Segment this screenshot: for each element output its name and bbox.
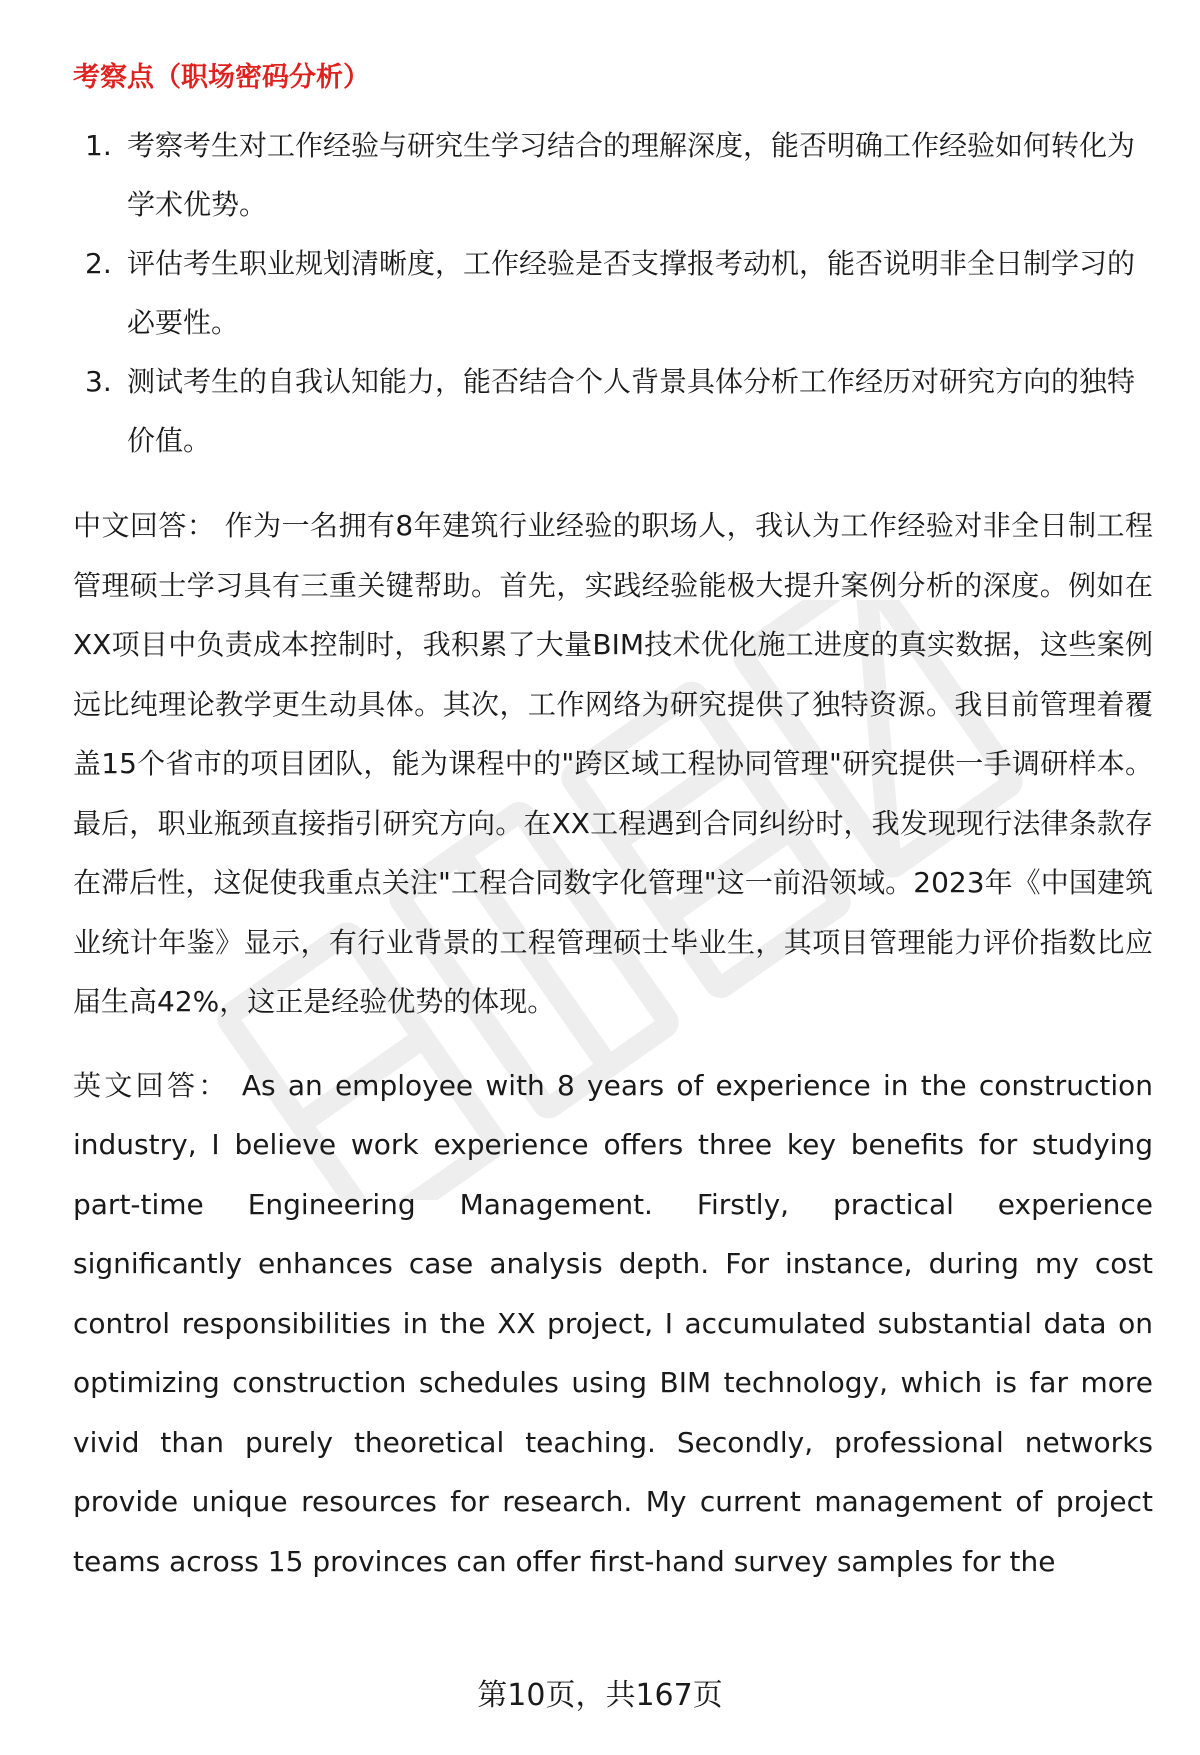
chinese-answer [73, 496, 1153, 1032]
chinese-answer-text: 作为一名拥有8年建筑行业经验的职场人，我认为工作经验对非全日制工程管理硕士学习具有三重关键帮助。首先，实践经验能极大提升案例分析的深度。例如在XX项目中负责成本控制时，我积累了大量BIM技术优化施工进度的真实数据，这些案例远比纯理论教学更生动具体。其次，工作网络为研究提供了独特资源。我目前管理着覆盖15个省市的项目团队，能为课程中的"跨区域工程协同管理"研究提供一手调研样本。最后，职业瓶颈直接指引研究方向。在XX工程遇到合同纠纷时，我发现现行法律条款存在滞后性，这促使我重点关注"工程合同数字化管理"这一前沿领域。2023年《中国建筑业统计年鉴》显示，有行业背景的工程管理硕士毕业生，其项目管理能力评价指数比应届生高42%，这正是经验优势的体现。 [73, 509, 1153, 1018]
list-item [73, 352, 1153, 470]
list-item [73, 234, 1153, 352]
section-title: 考察点（职场密码分析） [73, 62, 370, 93]
points-list [73, 116, 1153, 470]
content [73, 58, 1153, 1591]
english-answer-text: As an employee with 8 years of experience in the construction industry, I believe work experience offers three key benefits for studying part-time Engineering Management. Firstly, practical experience significantly enhances case analysis depth. For instance, during my cost control responsibilities in the XX project, I accumulated substantial data on optimizing construction schedules using BIM technology, which is far more vivid than purely theoretical teaching. Secondly, professional networks provide unique resources for research. My current management of project teams across 15 provinces can offer first-hand survey samples for the [73, 1068, 1153, 1578]
list-text: 测试考生的自我认知能力，能否结合个人背景具体分析工作经历对研究方向的独特价值。 [127, 365, 1136, 457]
chinese-answer-label: 中文回答： [73, 509, 216, 542]
english-answer [73, 1056, 1153, 1592]
list-text: 评估考生职业规划清晰度，工作经验是否支撑报考动机，能否说明非全日制学习的必要性。 [127, 247, 1136, 339]
list-item [73, 116, 1153, 234]
list-number: 2. [85, 247, 112, 280]
list-number: 3. [85, 365, 112, 398]
list-number: 1. [85, 129, 112, 162]
english-answer-label: 英文回答： [73, 1068, 230, 1102]
list-text: 考察考生对工作经验与研究生学习结合的理解深度，能否明确工作经验如何转化为学术优势。 [127, 129, 1136, 221]
page-footer: 第10页，共167页 [477, 1678, 723, 1713]
